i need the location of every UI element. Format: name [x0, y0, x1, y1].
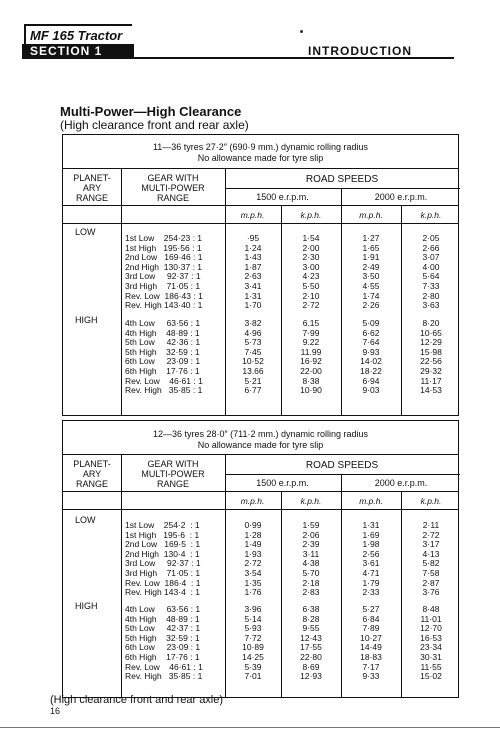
table-cell: 14·02: [360, 356, 382, 367]
page-number: 16: [50, 706, 61, 716]
table-cell: 3·17: [422, 539, 440, 550]
table-cell: 29·32: [420, 365, 442, 376]
table-cell: 1st Low 254·2 : 1: [125, 520, 200, 530]
table-cell: 1·87: [244, 261, 262, 272]
table-cell: 5·14: [244, 613, 262, 624]
table-cell: 6·94: [362, 375, 380, 386]
table-cell: Rev. Low 46·61 : 1: [125, 661, 203, 672]
table-cell: 1·27: [362, 233, 380, 243]
table-cell: 2nd High 130·4 : 1: [125, 548, 200, 559]
rpm-2000-header: 2000 e.r.p.m.: [374, 192, 428, 202]
table-cell: 11.99: [300, 346, 322, 357]
table-cell: 3·50: [362, 271, 380, 282]
divider: [63, 454, 458, 455]
table-cell: 2·63: [244, 271, 262, 282]
speed-table-2: [62, 420, 459, 698]
table-cell: 9·33: [362, 671, 380, 682]
table-cell: 2·49: [362, 261, 380, 272]
table-cell: 3·11: [302, 548, 320, 559]
table-cell: 3·00: [302, 261, 320, 272]
table-cell: 1·79: [362, 577, 380, 588]
range-high-label: HIGH: [75, 315, 98, 325]
divider: [63, 168, 458, 169]
page-title: Multi-Power—High Clearance: [60, 104, 242, 119]
kph-1500-high: [282, 605, 340, 682]
unit-label: m.p.h.: [359, 210, 383, 220]
unit-label: k.p.h.: [420, 496, 442, 506]
kph-2000-low: [402, 234, 460, 311]
chapter-heading: INTRODUCTION: [308, 44, 412, 58]
table-cell: 2·00: [302, 242, 320, 253]
table-cell: 5th High 32·59 : 1: [125, 632, 200, 643]
table-cell: 11·55: [420, 661, 442, 672]
table-cell: 8·48: [422, 604, 440, 614]
table-cell: 2·30: [302, 252, 320, 263]
table-cell: 4·96: [244, 327, 262, 338]
divider: [63, 509, 458, 510]
table-cell: 6th High 17·76 : 1: [125, 651, 200, 662]
table-cell: 5·70: [302, 567, 320, 578]
table-cell: 3rd Low 92·37 : 1: [125, 271, 201, 282]
table-cell: 2·39: [302, 539, 320, 550]
model-heading: MF 165 Tractor: [24, 24, 132, 44]
table-cell: 22·56: [420, 356, 442, 367]
kph-1500-low: [282, 234, 340, 311]
table-cell: 3rd High 71·05 : 1: [125, 567, 201, 578]
table-cell: 5·93: [244, 623, 262, 634]
rpm-1500-header: 1500 e.r.p.m.: [256, 478, 309, 488]
table-cell: 2·05: [422, 233, 440, 243]
kph-2000-low: [402, 521, 460, 598]
table-cell: 6th Low 23·09 : 1: [125, 356, 201, 367]
unit-label: m.p.h.: [240, 210, 265, 220]
table-cell: 3rd Low 92·37 : 1: [125, 558, 201, 569]
table-cell: 1st High 195·56 : 1: [125, 242, 202, 253]
table-cell: 14·25: [242, 651, 264, 662]
table-cell: 1·28: [244, 529, 262, 540]
gear-list-low: [125, 234, 203, 311]
table-caption-line1: 11—36 tyres 27·2″ (690·9 mm.) dynamic rolling radius: [152, 142, 369, 152]
table-cell: 5th Low 42·36 : 1: [125, 337, 201, 348]
table-cell: ·95: [246, 233, 260, 243]
table-cell: 4·38: [302, 558, 320, 569]
table-cell: 9·03: [362, 385, 380, 396]
divider: [63, 223, 458, 224]
table-cell: 4·00: [422, 261, 440, 272]
table-cell: 1·74: [362, 290, 380, 301]
kph-2000-high: [402, 319, 460, 396]
table-cell: Rev. Low 186·43 : 1: [125, 290, 203, 301]
table-cell: 12·70: [420, 623, 442, 634]
table-cell: 2·06: [302, 529, 320, 540]
table-cell: 8·69: [302, 661, 320, 672]
table-cell: Rev. High 143·4 : 1: [125, 587, 200, 598]
table-cell: 15·98: [420, 346, 442, 357]
range-low-label: LOW: [75, 227, 96, 237]
mph-2000-high: [342, 319, 400, 396]
table-cell: 8·20: [422, 318, 440, 328]
table-cell: 1st High 195·6 : 1: [125, 529, 200, 540]
road-speeds-header: ROAD SPEEDS: [305, 460, 379, 471]
planetary-range-header: PLANET- ARY RANGE: [73, 173, 111, 203]
bottom-rule: [0, 727, 500, 728]
table-cell: 4th High 48·89 : 1: [125, 327, 200, 338]
section-badge: SECTION 1: [22, 44, 134, 59]
table-cell: 5·27: [362, 604, 380, 614]
kph-1500-high: [282, 319, 340, 396]
table-cell: 7·58: [422, 567, 440, 578]
table-cell: 8·28: [302, 613, 320, 624]
table-cell: 2nd Low 169·46 : 1: [125, 252, 203, 263]
table-cell: 2·18: [302, 577, 320, 588]
table-cell: 1·93: [244, 548, 262, 559]
table-cell: 9.22: [302, 337, 320, 348]
table-cell: 1·24: [244, 242, 262, 253]
table-cell: 10·65: [420, 327, 442, 338]
table-cell: 6.15: [302, 318, 320, 328]
table-cell: 2·66: [422, 242, 440, 253]
table-cell: 9·55: [302, 623, 320, 634]
table-cell: 6th High 17·76 : 1: [125, 365, 200, 376]
table-cell: 4·13: [422, 548, 440, 559]
table-cell: 3·07: [422, 252, 440, 263]
table-cell: 0·99: [244, 520, 262, 530]
table-caption-line2: No allowance made for tyre slip: [197, 440, 324, 450]
table-cell: Rev. High 143·40 : 1: [125, 300, 203, 311]
table-cell: 7·33: [422, 280, 440, 291]
table-cell: 4th Low 63·56 : 1: [125, 318, 201, 328]
mph-1500-low: [225, 521, 281, 598]
table-cell: 1·69: [362, 529, 380, 540]
table-cell: 4·23: [302, 271, 320, 282]
table-cell: 5·39: [244, 661, 262, 672]
table-cell: 1·76: [244, 587, 262, 598]
table-cell: 22·00: [300, 365, 322, 376]
mph-2000-low: [342, 234, 400, 311]
table-cell: 14·49: [360, 642, 382, 653]
table-cell: 3·76: [422, 587, 440, 598]
table-cell: 2nd High 130·37 : 1: [125, 261, 203, 272]
table-cell: 6th Low 23·09 : 1: [125, 642, 201, 653]
table-cell: 7·45: [244, 346, 262, 357]
table-cell: 11·17: [420, 375, 442, 386]
table-cell: 2·72: [244, 558, 262, 569]
table-cell: 1st Low 254·23 : 1: [125, 233, 203, 243]
table-cell: 2·11: [422, 520, 440, 530]
mph-2000-low: [342, 521, 400, 598]
table-cell: 5·64: [422, 271, 440, 282]
table-cell: 16·53: [420, 632, 442, 643]
table-cell: 11·01: [420, 613, 442, 624]
table-cell: 5th Low 42·37 : 1: [125, 623, 201, 634]
table-cell: 5th High 32·59 : 1: [125, 346, 200, 357]
table-cell: 22·80: [300, 651, 322, 662]
table-cell: 3·96: [244, 604, 262, 614]
table-cell: 7·64: [362, 337, 380, 348]
speed-table-1: [62, 134, 459, 416]
divider: [63, 205, 458, 206]
table-cell: 12·43: [300, 632, 322, 643]
table-cell: 5·82: [422, 558, 440, 569]
unit-label: k.p.h.: [300, 210, 322, 220]
table-cell: 5·09: [362, 318, 380, 328]
table-cell: 6·84: [362, 613, 380, 624]
table-cell: 2·83: [302, 587, 320, 598]
table-cell: 9·93: [362, 346, 380, 357]
table-cell: 1·70: [244, 300, 262, 311]
table-cell: 2·26: [362, 300, 380, 311]
gear-list-high: [125, 319, 203, 396]
table-cell: 18·22: [360, 365, 382, 376]
table-cell: 2·87: [422, 577, 440, 588]
divider: [225, 188, 460, 189]
table-cell: 6·77: [244, 385, 262, 396]
rpm-1500-header: 1500 e.r.p.m.: [256, 192, 309, 202]
table-cell: 1·49: [244, 539, 262, 550]
speck-mark: [300, 30, 303, 33]
table-cell: 2nd Low 169·5 : 1: [125, 539, 201, 550]
table-cell: 2·56: [362, 548, 380, 559]
table-cell: 1·31: [244, 290, 262, 301]
table-cell: 4·55: [362, 280, 380, 291]
gear-list-high: [125, 605, 203, 682]
unit-label: k.p.h.: [300, 496, 322, 506]
table-cell: 10·27: [360, 632, 382, 643]
divider: [63, 491, 458, 492]
table-cell: 1·98: [362, 539, 380, 550]
table-cell: Rev. Low 186·4 : 1: [125, 577, 201, 588]
range-low-label: LOW: [75, 515, 96, 525]
table-cell: 13.66: [242, 365, 264, 376]
table-cell: 7·72: [244, 632, 262, 643]
table-cell: 30·31: [420, 651, 442, 662]
table-cell: 10·89: [242, 642, 264, 653]
unit-label: m.p.h.: [240, 496, 265, 506]
table-cell: 3·82: [244, 318, 262, 328]
table-cell: 16·92: [300, 356, 322, 367]
table-caption-line2: No allowance made for tyre slip: [197, 153, 324, 163]
table-cell: Rev. High 35·85 : 1: [125, 671, 203, 682]
table-cell: Rev. Low 46·61 : 1: [125, 375, 203, 386]
table-cell: 7·17: [362, 661, 380, 672]
table-cell: 3·61: [362, 558, 380, 569]
table-cell: 5·21: [244, 375, 262, 386]
unit-label: k.p.h.: [420, 210, 442, 220]
table-cell: 3·41: [244, 280, 262, 291]
table-cell: 12·29: [420, 337, 442, 348]
mph-1500-high: [225, 319, 281, 396]
table-cell: 10·90: [300, 385, 322, 396]
mph-1500-high: [225, 605, 281, 682]
table-cell: 7·89: [362, 623, 380, 634]
table-cell: 18·83: [360, 651, 382, 662]
table-cell: 4th High 48·89 : 1: [125, 613, 200, 624]
table-cell: 1·91: [362, 252, 380, 263]
table-cell: 5·73: [244, 337, 262, 348]
table-cell: 2·72: [422, 529, 440, 540]
table-cell: 8·38: [302, 375, 320, 386]
page-subtitle: (High clearance front and rear axle): [60, 118, 249, 132]
road-speeds-header: ROAD SPEEDS: [305, 174, 379, 185]
table-cell: Rev. High 35·85 : 1: [125, 385, 203, 396]
footer-note: (High clearance front and rear axle): [50, 694, 224, 706]
table-cell: 1·65: [362, 242, 380, 253]
gear-range-header: GEAR WITH MULTI-POWER RANGE: [141, 173, 205, 203]
table-cell: 1·31: [362, 520, 380, 530]
table-caption-line1: 12—36 tyres 28·0″ (711·2 mm.) dynamic rolling radius: [152, 429, 369, 439]
divider: [225, 474, 460, 475]
unit-label: m.p.h.: [359, 496, 383, 506]
table-cell: 1·59: [302, 520, 320, 530]
table-cell: 17·55: [300, 642, 322, 653]
table-cell: 7·99: [302, 327, 320, 338]
table-cell: 10·52: [242, 356, 264, 367]
table-cell: 15·02: [420, 671, 442, 682]
table-cell: 4·71: [362, 567, 380, 578]
table-cell: 2·33: [362, 587, 380, 598]
range-high-label: HIGH: [75, 601, 98, 611]
mph-1500-low: [225, 234, 281, 311]
table-cell: 3·63: [422, 300, 440, 311]
table-cell: 6·38: [302, 604, 320, 614]
table-cell: 14·53: [420, 385, 442, 396]
table-cell: 12·93: [300, 671, 322, 682]
table-cell: 1·54: [302, 233, 320, 243]
mph-2000-high: [342, 605, 400, 682]
table-cell: 3rd High 71·05 : 1: [125, 280, 201, 291]
table-cell: 6·62: [362, 327, 380, 338]
planetary-range-header: PLANET- ARY RANGE: [73, 459, 111, 489]
table-cell: 7·01: [244, 671, 262, 682]
rpm-2000-header: 2000 e.r.p.m.: [374, 478, 428, 488]
table-cell: 1·43: [244, 252, 262, 263]
table-cell: 23·34: [420, 642, 442, 653]
table-cell: 5·50: [302, 280, 320, 291]
kph-1500-low: [282, 521, 340, 598]
table-cell: 4th Low 63·56 : 1: [125, 604, 201, 614]
gear-range-header: GEAR WITH MULTI-POWER RANGE: [141, 459, 205, 489]
table-cell: 2·72: [302, 300, 320, 311]
table-cell: 3·54: [244, 567, 262, 578]
table-cell: 2·10: [302, 290, 320, 301]
gear-list-low: [125, 521, 201, 598]
kph-2000-high: [402, 605, 460, 682]
table-cell: 1·35: [244, 577, 262, 588]
table-cell: 2·80: [422, 290, 440, 301]
